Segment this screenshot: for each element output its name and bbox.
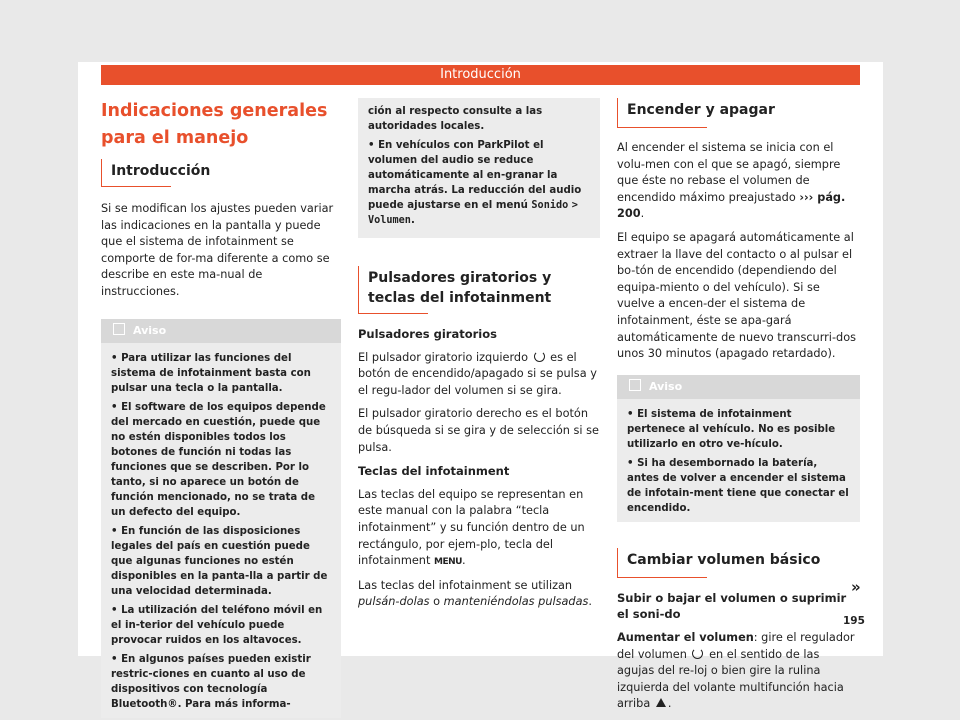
note-box	[617, 375, 860, 522]
page-number: 195	[843, 615, 865, 627]
column-3	[617, 98, 860, 720]
intro-heading: Introducción	[111, 163, 211, 179]
auto-off-text: El equipo se apagará automáticamente al extraer la llave del contacto o al pulsar el bo-tón de encendido (dependiendo del equipa-miento o del vehículo). Si se vuelve a encen-der el sistema de infotainment, éste se apa-gará automáticamente de nuevo transcurri-dos unos 30 minutos (apagado retardado).	[617, 230, 856, 361]
intro-heading-block	[101, 159, 341, 187]
note-bullet: • La utilización del teléfono móvil en el in-terior del vehículo puede provocar ruidos en los altavoces.	[111, 604, 323, 646]
note-bullet: • El software de los equipos depende del mercado en cuestión, puede que no estén disponibles todos los botones de función ni todas las funciones que se describen. Por lo tanto, si no aparece un botón de función mencionado, no se trata de un defecto del equipo.	[111, 401, 326, 518]
section-title: Indicaciones generales para el manejo	[101, 101, 328, 148]
info-icon	[629, 379, 641, 391]
page-reference-link[interactable]: ››› pág. 200	[617, 190, 846, 221]
note-box	[101, 319, 341, 718]
intro-text: Si se modifican los ajustes pueden variar las indicaciones en la pantalla y puede que el sistema de infotainment se comporte de for-ma diferente a como se describe en este ma-nual de instrucciones.	[101, 202, 334, 298]
note-box-continued	[358, 98, 600, 238]
volume-text: Aumentar el volumen: gire el regulador del volumen en el sentido de las agujas del re-loj o bien gire la rulina izquierda del volante multifunción hacia arriba .	[617, 630, 855, 711]
column-1	[101, 98, 341, 718]
header-bar: Introducción	[101, 65, 860, 85]
rotary-keys-heading: Pulsadores giratorios y teclas del infotainment	[368, 270, 552, 306]
on-off-heading: Encender y apagar	[627, 102, 775, 118]
note-header: Aviso	[101, 319, 341, 343]
up-arrow-icon	[656, 698, 666, 707]
on-off-text: Al encender el sistema se inicia con el volu-men con el que se apagó, siempre que éste no rebase el volumen de encendido máximo preajustado ››› pág. 200.	[617, 141, 846, 221]
note-bullet: • El sistema de infotainment pertenece al vehículo. No es posible utilizarlo en otro ve-hículo.	[627, 408, 836, 450]
info-icon	[113, 323, 125, 335]
note-header: Aviso	[617, 375, 860, 399]
rotary-left-text: El pulsador giratorio izquierdo es el botón de encendido/apagado si se pulsa y el regu-lador del volumen si se gira.	[358, 350, 597, 397]
note-bullet: • En algunos países pueden existir restric-ciones en cuanto al uso de dispositivos con tecnología Bluetooth®. Para más informa-	[111, 653, 311, 710]
note-continued-text: ción al respecto consulte a las autoridades locales.	[368, 106, 543, 132]
heading-block	[617, 548, 860, 578]
heading-block	[617, 98, 860, 128]
volume-subheading: Subir o bajar el volumen o suprimir el soni-do	[617, 590, 847, 622]
keys-text: Las teclas del equipo se representan en este manual con la palabra “tecla infotainment” y su función dentro de un rectángulo, por ejem-plo, tecla del infotainment MENU.	[358, 487, 585, 568]
rotary-right-text: El pulsador giratorio derecho es el botón de búsqueda si se gira y de selección si se pulsa.	[358, 407, 599, 454]
note-bullet: • En función de las disposiciones legales del país en cuestión puede que algunas funciones no estén disponibles en la panta-lla a partir de una velocidad determinada.	[111, 525, 328, 597]
power-icon	[692, 648, 703, 659]
note-bullet: • Para utilizar las funciones del sistema de infotainment basta con pulsar una tecla o la pantalla.	[111, 352, 311, 394]
keys-usage-text: Las teclas del infotainment se utilizan pulsán-dolas o manteniéndolas pulsadas.	[358, 578, 593, 609]
power-icon	[534, 351, 545, 362]
note-bullet: • Si ha desembornado la batería, antes de volver a encender el sistema de infotain-ment tiene que conectar el encendido.	[627, 457, 849, 514]
heading-block	[358, 266, 600, 314]
column-2	[358, 98, 600, 618]
menu-key-icon: MENU	[433, 557, 462, 568]
subheading-keys: Teclas del infotainment	[358, 464, 510, 479]
volume-heading: Cambiar volumen básico	[627, 551, 821, 568]
continue-mark: »	[851, 578, 861, 596]
note-bullet: • En vehículos con ParkPilot el volumen del audio se reduce automáticamente al en-granar la marcha atrás. La reducción del audio puede ajustarse en el menú Sonido > Volumen.	[368, 140, 582, 226]
subheading-rotary: Pulsadores giratorios	[358, 327, 497, 341]
